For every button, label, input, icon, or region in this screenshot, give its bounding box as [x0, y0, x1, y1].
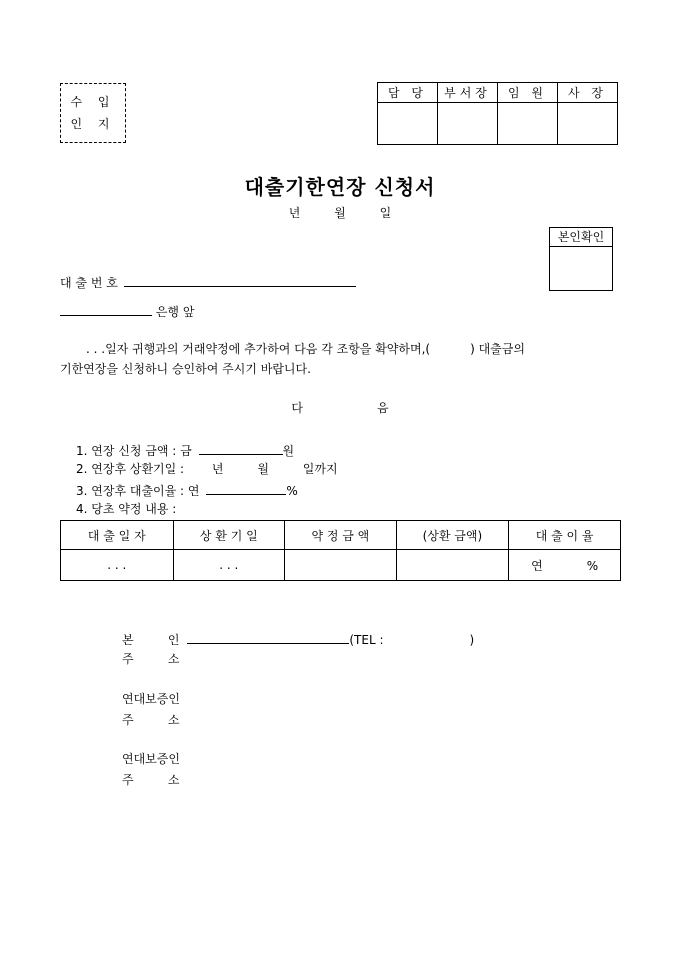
terms-rate-prefix: 연 [531, 558, 543, 573]
body-date-dots: . . . [86, 342, 106, 356]
item2-label: 2. 연장후 상환기일 : [76, 462, 185, 476]
bank-name-field[interactable] [60, 301, 152, 316]
date-year: 년 [288, 206, 301, 220]
terms-rate-cell[interactable] [509, 550, 621, 581]
terms-header-loan-date: 대 출 일 자 [61, 521, 174, 550]
principal-label: 본 인 [122, 633, 180, 647]
guarantor1-address-label: 주 소 [122, 713, 180, 727]
bank-row [60, 301, 194, 320]
revenue-stamp-box [60, 83, 126, 143]
terms-rate-unit: % [586, 558, 599, 573]
identity-check-box [549, 227, 613, 291]
da-eum-left: 다 [291, 401, 303, 415]
item2-day: 일까지 [302, 462, 338, 476]
body-line1-text: 일자 귀행과의 거래약정에 추가하여 다음 각 조항을 확약하며,( [105, 342, 431, 356]
item3-rate-field[interactable] [206, 480, 286, 495]
approval-header-executive: 임 원 [498, 83, 558, 103]
terms-header-contract-amount: 약 정 금 액 [285, 521, 397, 550]
terms-loan-date-cell[interactable]: . . . [61, 550, 174, 581]
approval-sign-staff[interactable] [378, 103, 438, 145]
date-month: 월 [334, 206, 346, 220]
terms-contract-amount-cell[interactable] [285, 550, 397, 581]
approval-header-president: 사 장 [558, 83, 618, 103]
terms-repay-date-cell[interactable]: . . . [173, 550, 285, 581]
item3-label: 3. 연장후 대출이율 : 연 [76, 484, 200, 498]
terms-repay-amount-cell[interactable] [396, 550, 509, 581]
principal-tel-close: ) [469, 633, 475, 647]
da-eum-right: 음 [377, 401, 389, 415]
guarantor2-address-label: 주 소 [122, 773, 180, 787]
guarantor1-label: 연대보증인 [122, 692, 180, 706]
principal-address-label: 주 소 [122, 652, 180, 666]
terms-header-repay-date: 상 환 기 일 [173, 521, 285, 550]
guarantor2-label: 연대보증인 [122, 752, 180, 766]
approval-sign-dept-head[interactable] [438, 103, 498, 145]
document-title: 대출기한연장 신청서 [244, 175, 436, 199]
body-line1-end: ) 대출금의 [470, 342, 525, 356]
item-4 [60, 500, 176, 517]
terms-header-rate: 대 출 이 율 [509, 521, 621, 550]
principal-tel-open: (TEL : [349, 633, 384, 647]
revenue-stamp-line2: 인 지 [70, 117, 116, 131]
principal-name-field[interactable] [187, 629, 349, 644]
terms-header-repay-amount: (상환 금액) [396, 521, 509, 550]
loan-number-label: 대 출 번 호 [60, 276, 118, 290]
approval-table [377, 82, 618, 145]
bank-suffix: 은행 앞 [155, 305, 195, 319]
revenue-stamp-line1: 수 입 [70, 95, 116, 109]
principal-row [122, 629, 474, 648]
da-eum-heading [0, 399, 680, 416]
approval-header-dept-head: 부서장 [438, 83, 498, 103]
body-line2-text: 기한연장을 신청하니 승인하여 주시기 바랍니다. [60, 362, 311, 376]
date-line [0, 204, 680, 221]
body-paragraph [60, 339, 620, 379]
item2-month: 월 [257, 462, 269, 476]
item1-unit: 원 [282, 444, 295, 458]
loan-number-row [60, 272, 356, 291]
loan-number-field[interactable] [124, 272, 356, 287]
item1-amount-field[interactable] [199, 440, 283, 455]
item3-unit: % [286, 484, 298, 498]
identity-check-label: 본인확인 [550, 228, 612, 247]
item-1 [60, 440, 294, 459]
item-3 [60, 480, 298, 499]
item4-label: 4. 당초 약정 내용 : [76, 502, 177, 516]
approval-header-staff: 담 당 [378, 83, 438, 103]
approval-sign-president[interactable] [558, 103, 618, 145]
original-terms-table [60, 520, 621, 581]
approval-sign-executive[interactable] [498, 103, 558, 145]
date-day: 일 [379, 206, 392, 220]
item2-year: 년 [211, 462, 224, 476]
item-2 [60, 460, 338, 477]
identity-check-area[interactable] [550, 247, 612, 291]
item1-label: 1. 연장 신청 금액 : 금 [76, 444, 192, 458]
